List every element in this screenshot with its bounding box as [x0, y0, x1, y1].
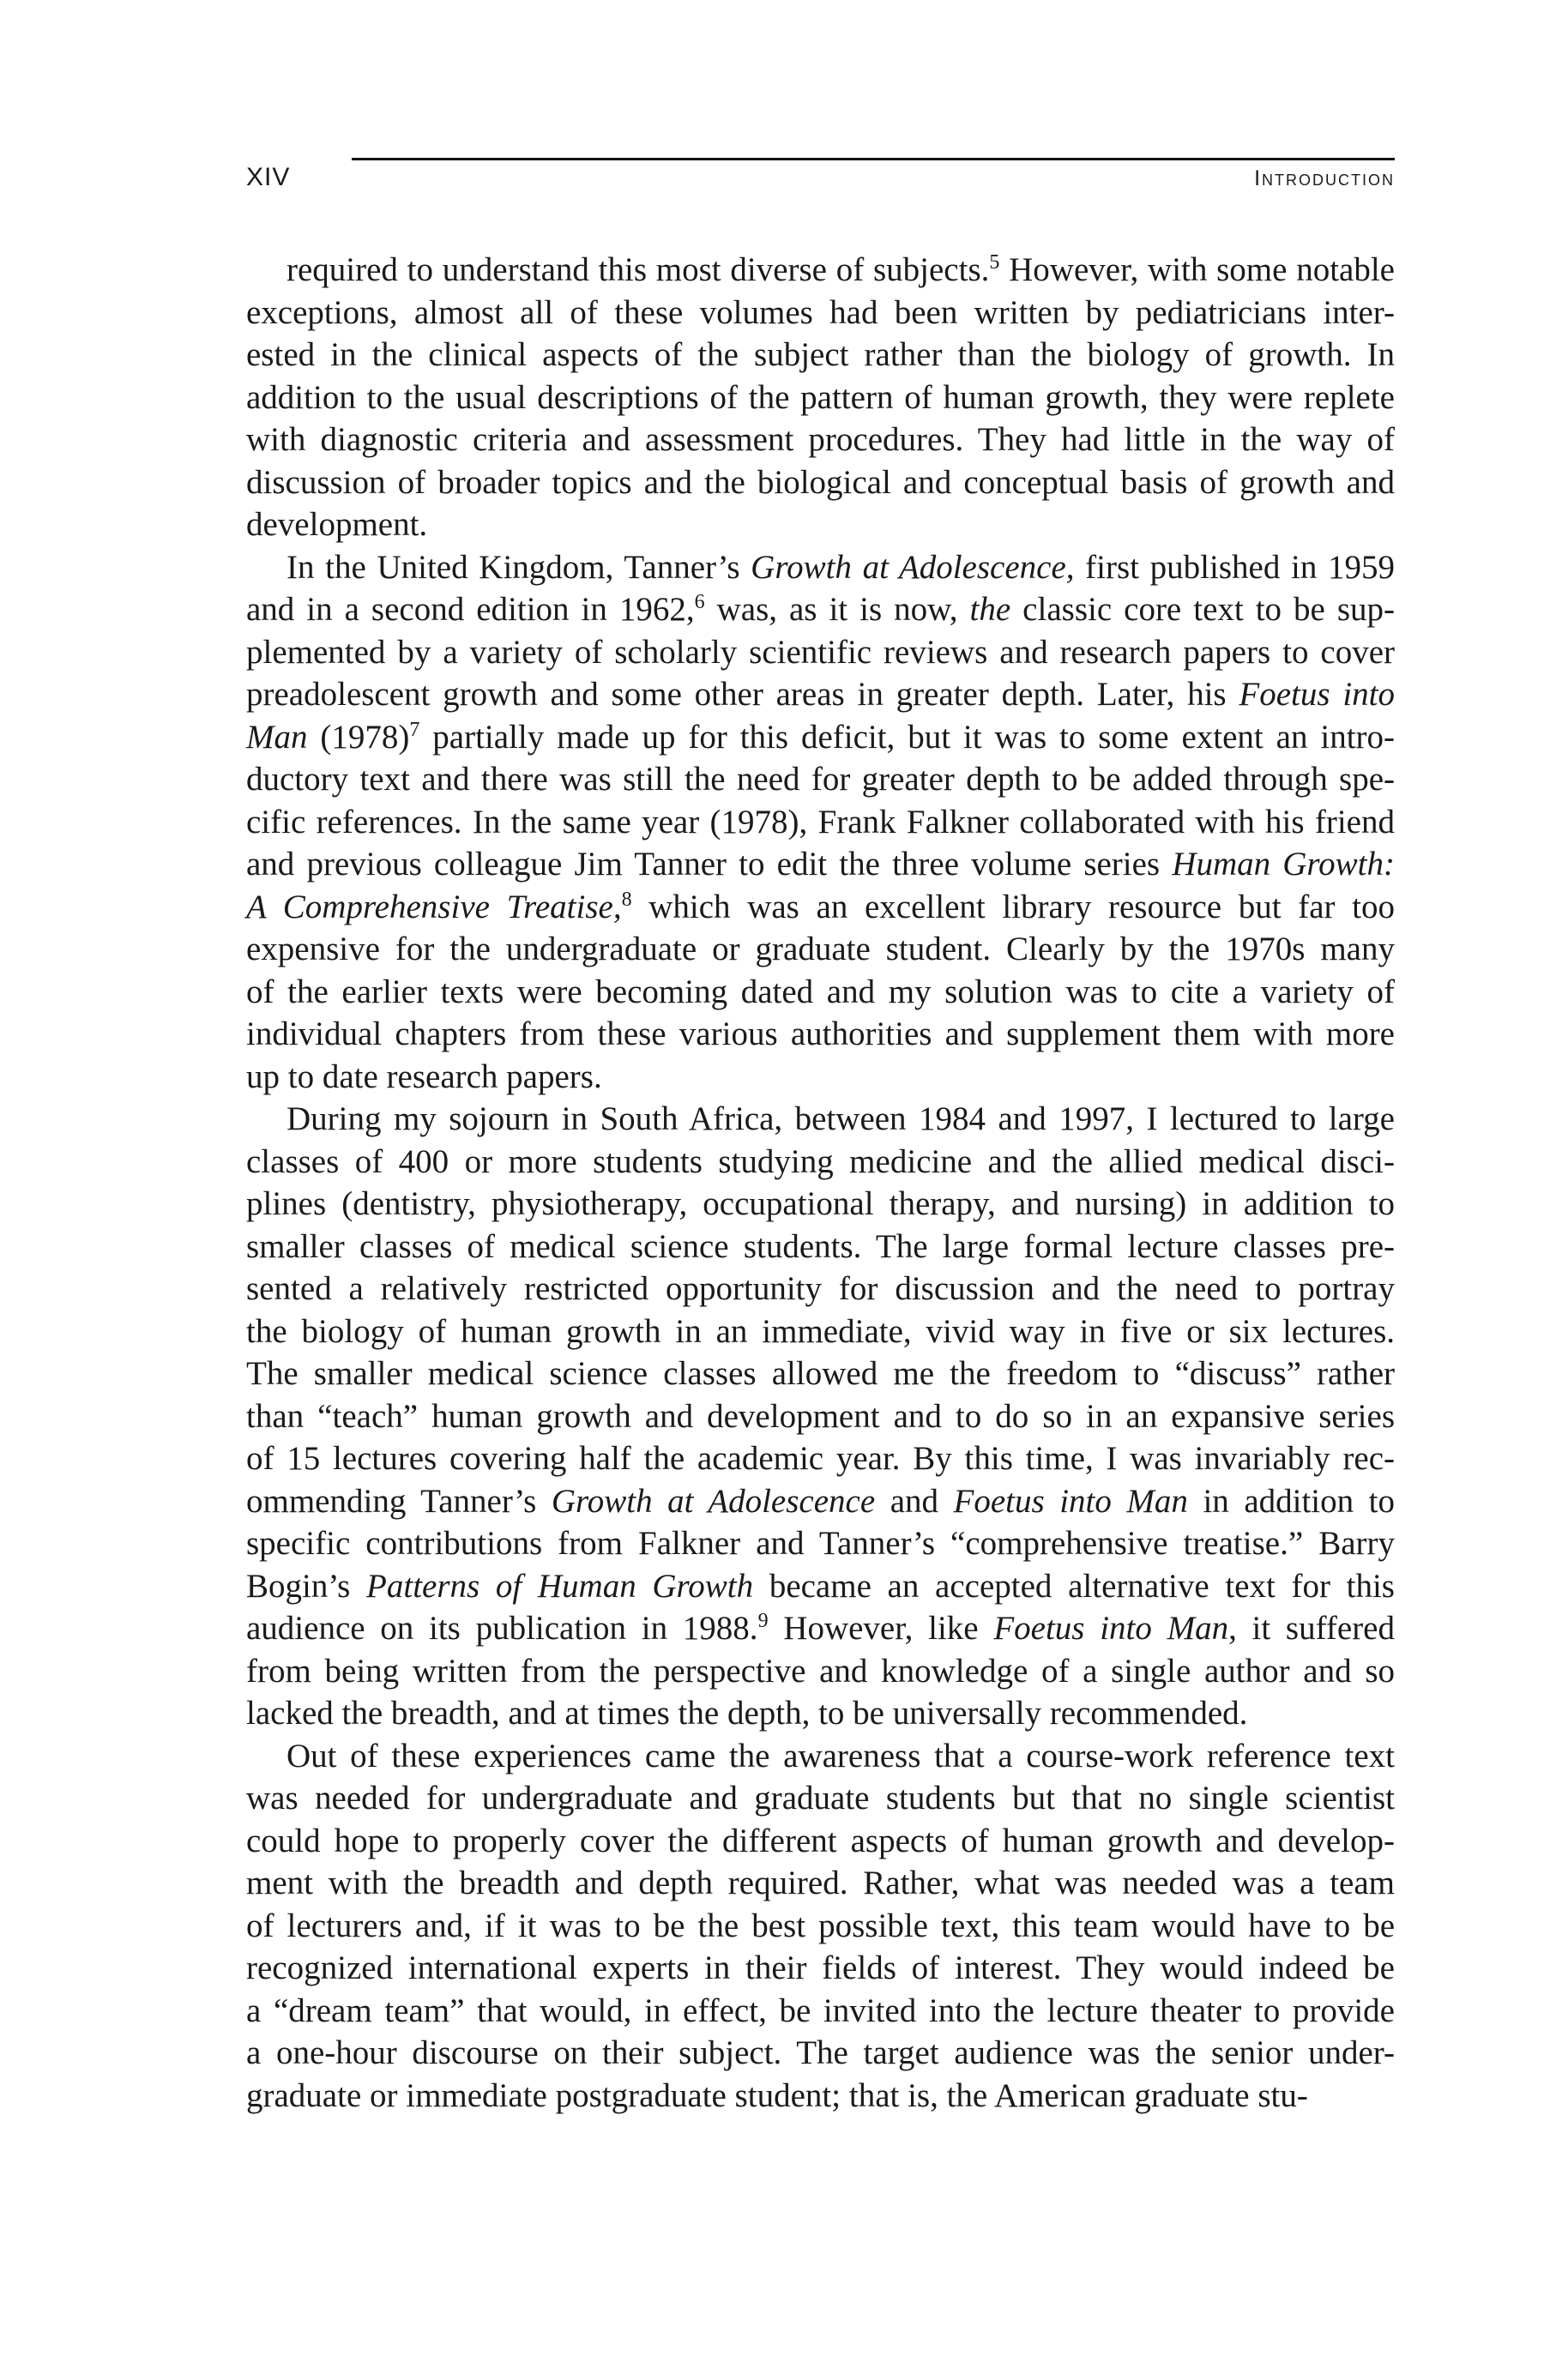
text-line — [246, 928, 1395, 971]
text-run: than “teach” human growth and development and to do so in an expansive series — [246, 1397, 1395, 1435]
text-line — [246, 1905, 1395, 1948]
text-line — [246, 2032, 1395, 2075]
text-line — [246, 971, 1395, 1014]
text-run: plemented by a variety of scholarly scientific reviews and research papers to cover — [246, 633, 1395, 671]
text-line — [246, 546, 1395, 589]
italic-title: Foetus into Man — [993, 1610, 1229, 1647]
text-run: graduate or immediate postgraduate student; that is, the American graduate stu- — [246, 2076, 1308, 2114]
text-line — [246, 1990, 1395, 2033]
text-run: sented a relatively restricted opportunity for discussion and the need to portray — [246, 1270, 1395, 1307]
text-run: cific references. In the same year (1978), Frank Falkner collaborated with his friend — [246, 803, 1395, 841]
italic-title: Patterns of Human Growth — [366, 1567, 754, 1605]
text-run: of the earlier texts were becoming dated and my solution was to cite a variety of — [246, 973, 1395, 1010]
text-line — [246, 1353, 1395, 1395]
text-line — [246, 1607, 1395, 1650]
text-run: from being written from the perspective and knowledge of a single author and so — [246, 1652, 1395, 1690]
text-run: individual chapters from these various authorities and supplement them with more — [246, 1015, 1395, 1052]
text-line — [246, 249, 1395, 292]
text-run: required to understand this most diverse of subjects. — [286, 251, 990, 288]
text-line — [246, 1820, 1395, 1863]
italic-title: Growth at Adolescence — [551, 1482, 876, 1520]
text-line — [246, 2075, 1395, 2118]
text-run: development. — [246, 506, 428, 543]
text-run: in addition to — [1187, 1482, 1395, 1520]
text-line — [246, 1947, 1395, 1990]
footnote-ref: 5 — [989, 251, 1000, 274]
text-run: recognized international experts in their fields of interest. They would indeed be — [246, 1949, 1395, 1986]
text-line — [246, 1565, 1395, 1608]
text-run: exceptions, almost all of these volumes had been written by pediatricians inter- — [246, 293, 1395, 331]
text-line — [246, 843, 1395, 886]
text-run: became an accepted alternative text for this — [753, 1567, 1395, 1605]
text-line — [246, 503, 1395, 546]
text-run: During my sojourn in South Africa, between 1984 and 1997, I lectured to large — [286, 1100, 1395, 1137]
italic-title: Foetus into Man — [953, 1482, 1188, 1520]
text-run: partially made up for this deficit, but it was to some extent an intro- — [419, 718, 1395, 756]
text-line — [246, 673, 1395, 716]
text-run: (1978) — [307, 718, 410, 756]
text-run: a “dream team” that would, in effect, be invited into the lecture theater to provide — [246, 1991, 1395, 2029]
text-line — [246, 1141, 1395, 1184]
text-run: discussion of broader topics and the biological and conceptual basis of growth and — [246, 463, 1395, 501]
text-run: up to date research papers. — [246, 1057, 602, 1095]
footnote-ref: 8 — [621, 888, 632, 911]
italic-title: Foetus into — [1239, 676, 1395, 713]
text-run: ested in the clinical aspects of the subject rather than the biology of growth. In — [246, 336, 1395, 373]
text-run: could hope to properly cover the different aspects of human growth and develop- — [246, 1822, 1395, 1859]
text-run: was, as it is now, — [704, 591, 970, 628]
text-run: ductory text and there was still the need for greater depth to be added through spe- — [246, 761, 1395, 798]
text-run: which was an excellent library resource but far too — [631, 888, 1395, 925]
text-line — [246, 758, 1395, 801]
text-run: The smaller medical science classes allowed me the freedom to “discuss” rather — [246, 1355, 1395, 1392]
text-line — [246, 377, 1395, 419]
running-head: Introduction — [1254, 166, 1395, 190]
italic-title: Man — [246, 718, 308, 756]
text-run: lacked the breadth, and at times the depth, to be universally recommended. — [246, 1695, 1248, 1732]
text-run: the biology of human growth in an immediate, vivid way in five or six lectures. — [246, 1312, 1395, 1350]
italic-title: A Comprehensive Treatise, — [246, 888, 622, 925]
text-line — [246, 1098, 1395, 1141]
text-run: preadolescent growth and some other areas in greater depth. Later, his — [246, 676, 1239, 713]
text-line — [246, 1226, 1395, 1268]
text-run: However, with some notable — [999, 251, 1395, 288]
text-run: classic core text to be sup- — [1010, 591, 1395, 628]
italic-title: Human Growth: — [1172, 846, 1395, 883]
text-line — [246, 1013, 1395, 1056]
text-line — [246, 334, 1395, 377]
footnote-ref: 9 — [757, 1610, 769, 1632]
text-run: ommending Tanner’s — [246, 1482, 552, 1520]
text-line — [246, 631, 1395, 674]
text-run: However, like — [768, 1610, 994, 1647]
text-run: plines (dentistry, physiotherapy, occupational therapy, and nursing) in addition to — [246, 1185, 1395, 1222]
text-line — [246, 588, 1395, 631]
text-run: was needed for undergraduate and graduate students but that no single scientist — [246, 1780, 1395, 1817]
text-run: of lecturers and, if it was to be the best possible text, this team would have to be — [246, 1907, 1395, 1944]
text-run: audience on its publication in 1988. — [246, 1610, 758, 1647]
paragraph — [246, 1098, 1395, 1735]
text-run: specific contributions from Falkner and Tanner’s “comprehensive treatise.” Barry — [246, 1525, 1395, 1562]
text-line — [246, 1183, 1395, 1226]
paragraph — [246, 546, 1395, 1099]
text-line — [246, 1650, 1395, 1693]
text-line — [246, 716, 1395, 759]
text-line — [246, 1437, 1395, 1480]
text-line — [246, 292, 1395, 334]
text-line — [246, 1395, 1395, 1438]
italic-title: Growth at Adolescence, — [751, 548, 1075, 586]
text-line — [246, 461, 1395, 504]
text-run: , it suffered — [1228, 1610, 1395, 1647]
text-line — [246, 419, 1395, 461]
text-run: In the United Kingdom, Tanner’s — [286, 548, 751, 586]
text-line — [246, 1692, 1395, 1735]
text-line — [246, 801, 1395, 844]
text-run: Out of these experiences came the awareness that a course-work reference text — [286, 1737, 1395, 1774]
paragraph — [246, 1735, 1395, 2118]
text-line — [246, 886, 1395, 929]
text-run: smaller classes of medical science students. The large formal lecture classes pre- — [246, 1227, 1395, 1265]
italic-title: the — [969, 591, 1011, 628]
text-line — [246, 1268, 1395, 1311]
text-run: a one-hour discourse on their subject. The target audience was the senior under- — [246, 2034, 1395, 2071]
text-run: of 15 lectures covering half the academic year. By this time, I was invariably rec- — [246, 1440, 1395, 1477]
text-line — [246, 1777, 1395, 1820]
text-run: with diagnostic criteria and assessment procedures. They had little in the way of — [246, 421, 1395, 458]
text-run: classes of 400 or more students studying medicine and the allied medical disci- — [246, 1142, 1395, 1180]
text-line — [246, 1862, 1395, 1905]
paragraph — [246, 249, 1395, 546]
text-run: expensive for the undergraduate or graduate student. Clearly by the 1970s many — [246, 931, 1395, 967]
page-number: XIV — [246, 163, 291, 191]
text-line — [246, 1480, 1395, 1523]
text-run: and in a second edition in 1962, — [246, 591, 695, 628]
text-run: first published in 1959 — [1074, 548, 1395, 586]
text-run: ment with the breadth and depth required. Rather, what was needed was a team — [246, 1865, 1395, 1901]
text-run: and — [875, 1482, 954, 1520]
text-run: Bogin’s — [246, 1567, 367, 1605]
footnote-ref: 7 — [409, 718, 420, 741]
body-text — [246, 249, 1395, 2117]
text-run: and previous colleague Jim Tanner to edit the three volume series — [246, 846, 1173, 883]
header-rule — [352, 158, 1395, 160]
footnote-ref: 6 — [694, 591, 705, 613]
text-line — [246, 1735, 1395, 1778]
text-line — [246, 1522, 1395, 1565]
text-line — [246, 1311, 1395, 1353]
text-run: addition to the usual descriptions of the pattern of human growth, they were replete — [246, 378, 1395, 416]
text-line — [246, 1056, 1395, 1099]
